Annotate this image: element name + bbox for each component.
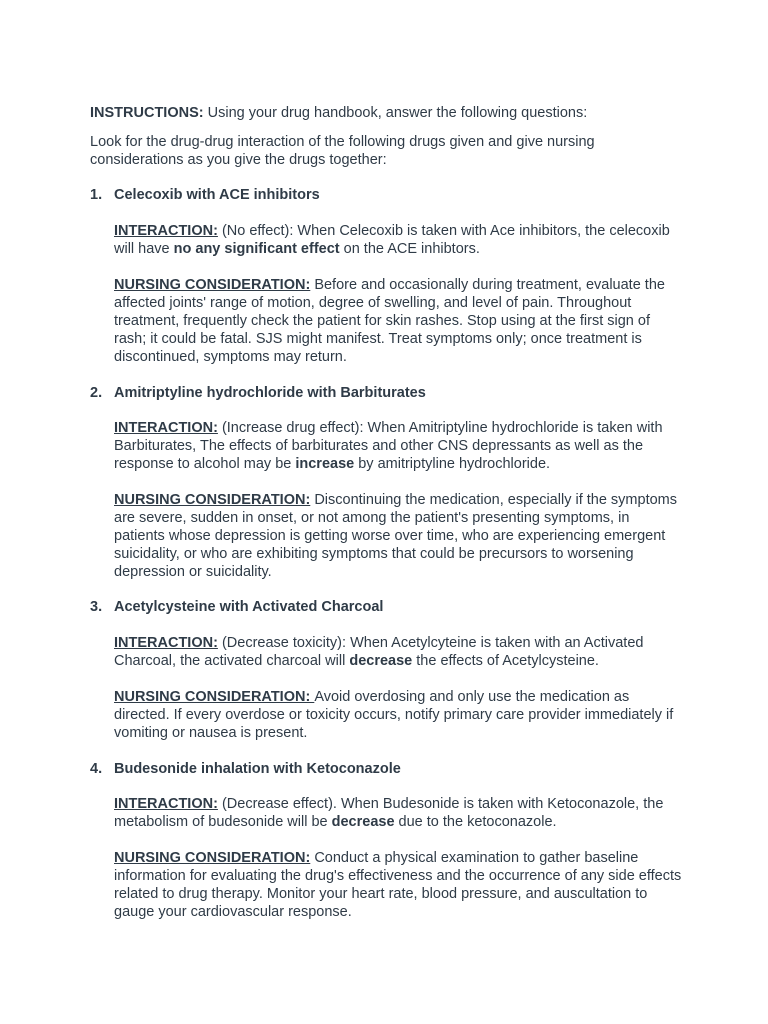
nursing-text-3: Avoid overdosing and only use the medication as directed. If every overdose or toxicity occurs, notify primary care provider immediately if vomiting or nausea is present.	[114, 689, 674, 741]
interaction-text-pre-4: (Decrease effect). When Budesonide is taken with Ketoconazole, the metabolism of budesonide will be	[114, 796, 664, 830]
item-title-text-3: Acetylcysteine with Activated Charcoal	[114, 599, 384, 615]
nursing-paragraph-2	[114, 491, 684, 581]
interaction-text-pre-3: (Decrease toxicity): When Acetylcyteine is taken with an Activated Charcoal, the activated charcoal will	[114, 635, 644, 669]
interaction-text-pre-2: (Increase drug effect): When Amitriptyline hydrochloride is taken with Barbiturates, The effects of barbiturates and other CNS depressants as well as the response to alcohol may be	[114, 420, 663, 472]
instructions-line	[90, 104, 690, 122]
nursing-label-2: NURSING CONSIDERATION:	[114, 492, 311, 508]
instructions-text: Using your drug handbook, answer the following questions:	[203, 105, 588, 121]
interaction-label-2: INTERACTION:	[114, 420, 218, 436]
nursing-label-3: NURSING CONSIDERATION:	[114, 689, 315, 705]
item-number-3: 3.	[90, 599, 103, 615]
item-title-text-2: Amitriptyline hydrochloride with Barbiturates	[114, 385, 426, 401]
item-title-3	[90, 598, 690, 616]
interaction-text-bold-3: decrease	[349, 653, 413, 669]
interaction-text-post-1: on the ACE inhibtors.	[339, 241, 480, 257]
item-title-1	[90, 186, 690, 204]
instructions-label: INSTRUCTIONS:	[90, 105, 204, 121]
item-number-1: 1.	[90, 187, 103, 203]
item-number-4: 4.	[90, 761, 103, 777]
nursing-label-1: NURSING CONSIDERATION:	[114, 277, 311, 293]
item-title-4	[90, 760, 690, 778]
item-number-2: 2.	[90, 385, 103, 401]
nursing-paragraph-1	[114, 276, 684, 366]
interaction-text-pre-1: (No effect): When Celecoxib is taken with Ace inhibitors, the celecoxib will have	[114, 223, 670, 257]
interaction-label-1: INTERACTION:	[114, 223, 218, 239]
interaction-text-post-2: by amitriptyline hydrochloride.	[354, 456, 551, 472]
nursing-paragraph-3	[114, 688, 684, 742]
interaction-paragraph-2	[114, 419, 684, 473]
nursing-text-1: Before and occasionally during treatment, evaluate the affected joints' range of motion, degree of swelling, and level of pain. Throughout treatment, frequently check the patient for skin rashes. Stop using at the first sign of rash; it could be fatal. SJS might manifest. Treat symptoms only; once treatment is discontinued, symptoms may return.	[114, 277, 665, 365]
item-title-2	[90, 384, 690, 402]
interaction-text-post-3: the effects of Acetylcysteine.	[412, 653, 599, 669]
nursing-label-4: NURSING CONSIDERATION:	[114, 850, 311, 866]
interaction-text-post-4: due to the ketoconazole.	[394, 814, 557, 830]
item-title-text-4: Budesonide inhalation with Ketoconazole	[114, 761, 401, 777]
interaction-label-4: INTERACTION:	[114, 796, 218, 812]
nursing-paragraph-4	[114, 849, 684, 921]
interaction-paragraph-1	[114, 222, 684, 258]
interaction-paragraph-3	[114, 634, 684, 670]
interaction-label-3: INTERACTION:	[114, 635, 218, 651]
interaction-paragraph-4	[114, 795, 684, 831]
interaction-text-bold-2: increase	[295, 456, 355, 472]
nursing-text-2: Discontinuing the medication, especially if the symptoms are severe, sudden in onset, or not among the patient's presenting symptoms, in patients whose depression is getting worse over time, who are experiencing emergent suicidality, or who are exhibiting symptoms that could be precursors to worsening depression or suicidality.	[114, 492, 677, 580]
interaction-text-bold-1: no any significant effect	[173, 241, 340, 257]
intro-paragraph: Look for the drug-drug interaction of the following drugs given and give nursing considerations as you give the drugs together:	[90, 134, 595, 168]
nursing-text-4: Conduct a physical examination to gather baseline information for evaluating the drug's effectiveness and the occurrence of any side effects related to drug therapy. Monitor your heart rate, blood pressure, and auscultation to gauge your cardiovascular response.	[114, 850, 682, 920]
item-title-text-1: Celecoxib with ACE inhibitors	[114, 187, 320, 203]
interaction-text-bold-4: decrease	[331, 814, 395, 830]
